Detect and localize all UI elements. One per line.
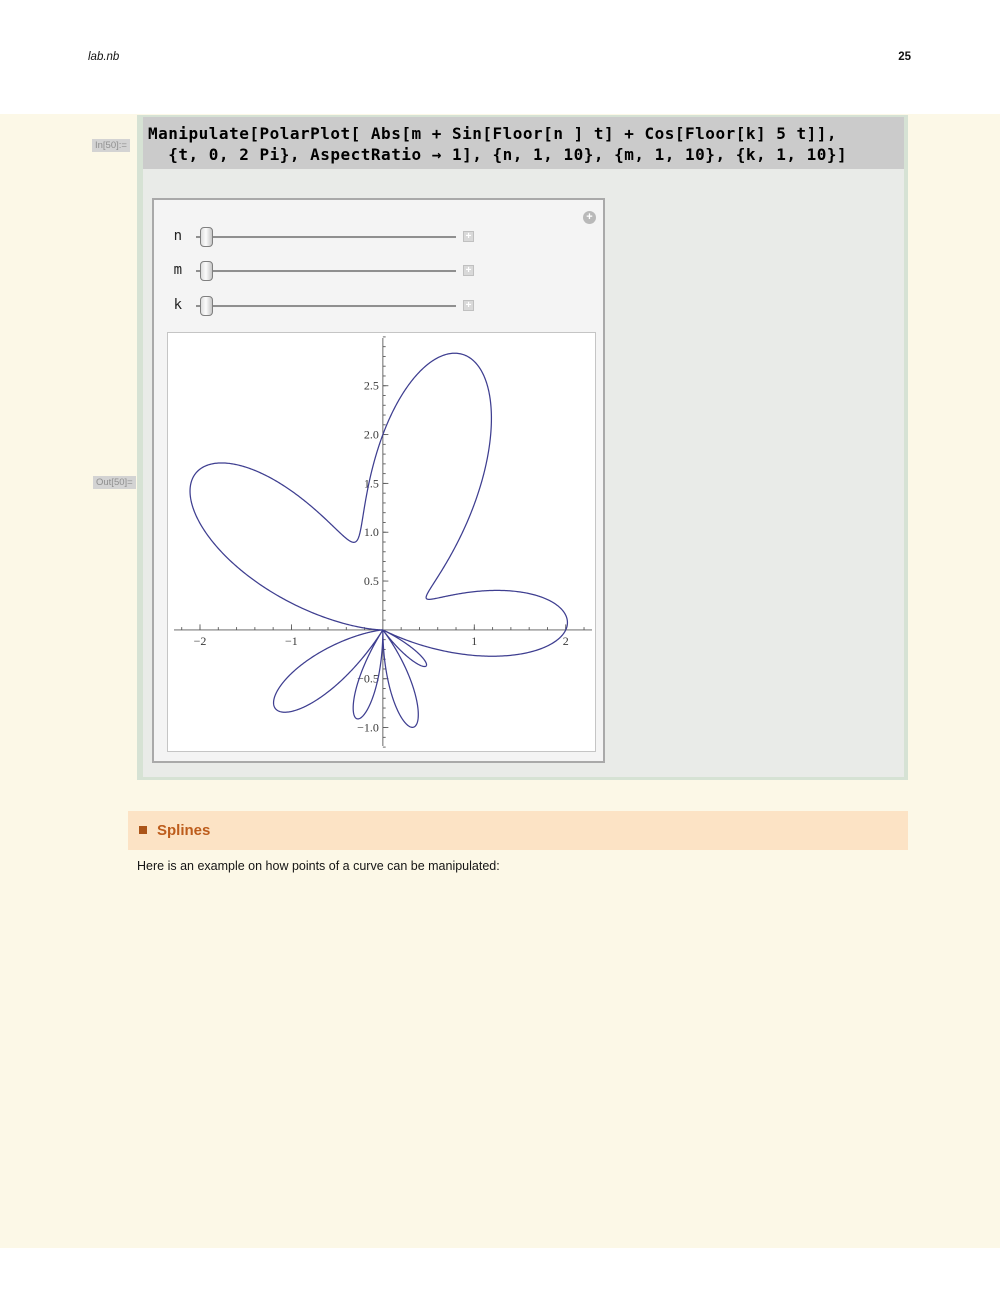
input-cell-code[interactable]	[143, 117, 904, 169]
section-header-splines[interactable]	[128, 811, 908, 850]
svg-text:−2: −2	[193, 633, 207, 648]
code-line-1[interactable]: Manipulate[PolarPlot[ Abs[m + Sin[Floor[n ] t] + Cos[Floor[k] 5 t]],	[148, 124, 838, 143]
in-cell-label: In[50]:=	[92, 139, 130, 152]
page-number: 25	[898, 51, 911, 63]
slider-track-m[interactable]	[196, 270, 456, 273]
slider-thumb-m[interactable]	[200, 261, 213, 281]
slider-thumb-n[interactable]	[200, 227, 213, 247]
svg-text:1: 1	[471, 633, 478, 648]
slider-label-k: k	[173, 297, 182, 313]
svg-text:2: 2	[562, 633, 569, 648]
section-title: Splines	[157, 822, 211, 839]
slider-track-k[interactable]	[196, 305, 456, 308]
slider-expand-icon-m[interactable]: +	[463, 265, 474, 276]
manipulate-panel	[152, 198, 605, 763]
body-text: Here is an example on how points of a curve can be manipulated:	[137, 859, 500, 873]
code-line-2[interactable]: {t, 0, 2 Pi}, AspectRatio → 1], {n, 1, 10}, {m, 1, 10}, {k, 1, 10}]	[148, 145, 848, 164]
slider-expand-icon-k[interactable]: +	[463, 300, 474, 311]
notebook-filename: lab.nb	[88, 51, 120, 63]
polar-plot-svg	[168, 333, 595, 751]
svg-text:0.5: 0.5	[363, 574, 379, 589]
svg-text:−1.0: −1.0	[357, 720, 379, 735]
section-bullet-icon	[139, 826, 147, 834]
slider-expand-icon-n[interactable]: +	[463, 231, 474, 242]
slider-thumb-k[interactable]	[200, 296, 213, 316]
polar-plot-frame	[167, 332, 596, 752]
svg-text:2.0: 2.0	[363, 427, 379, 442]
slider-label-n: n	[173, 228, 182, 244]
manipulate-options-icon[interactable]: +	[583, 211, 596, 224]
out-cell-label: Out[50]=	[93, 476, 136, 489]
svg-text:−1: −1	[285, 633, 298, 648]
svg-text:1.5: 1.5	[363, 476, 379, 491]
svg-text:−0.5: −0.5	[357, 671, 379, 686]
slider-track-n[interactable]	[196, 236, 456, 239]
svg-text:1.0: 1.0	[363, 525, 379, 540]
svg-text:2.5: 2.5	[363, 378, 379, 393]
slider-label-m: m	[173, 262, 182, 278]
